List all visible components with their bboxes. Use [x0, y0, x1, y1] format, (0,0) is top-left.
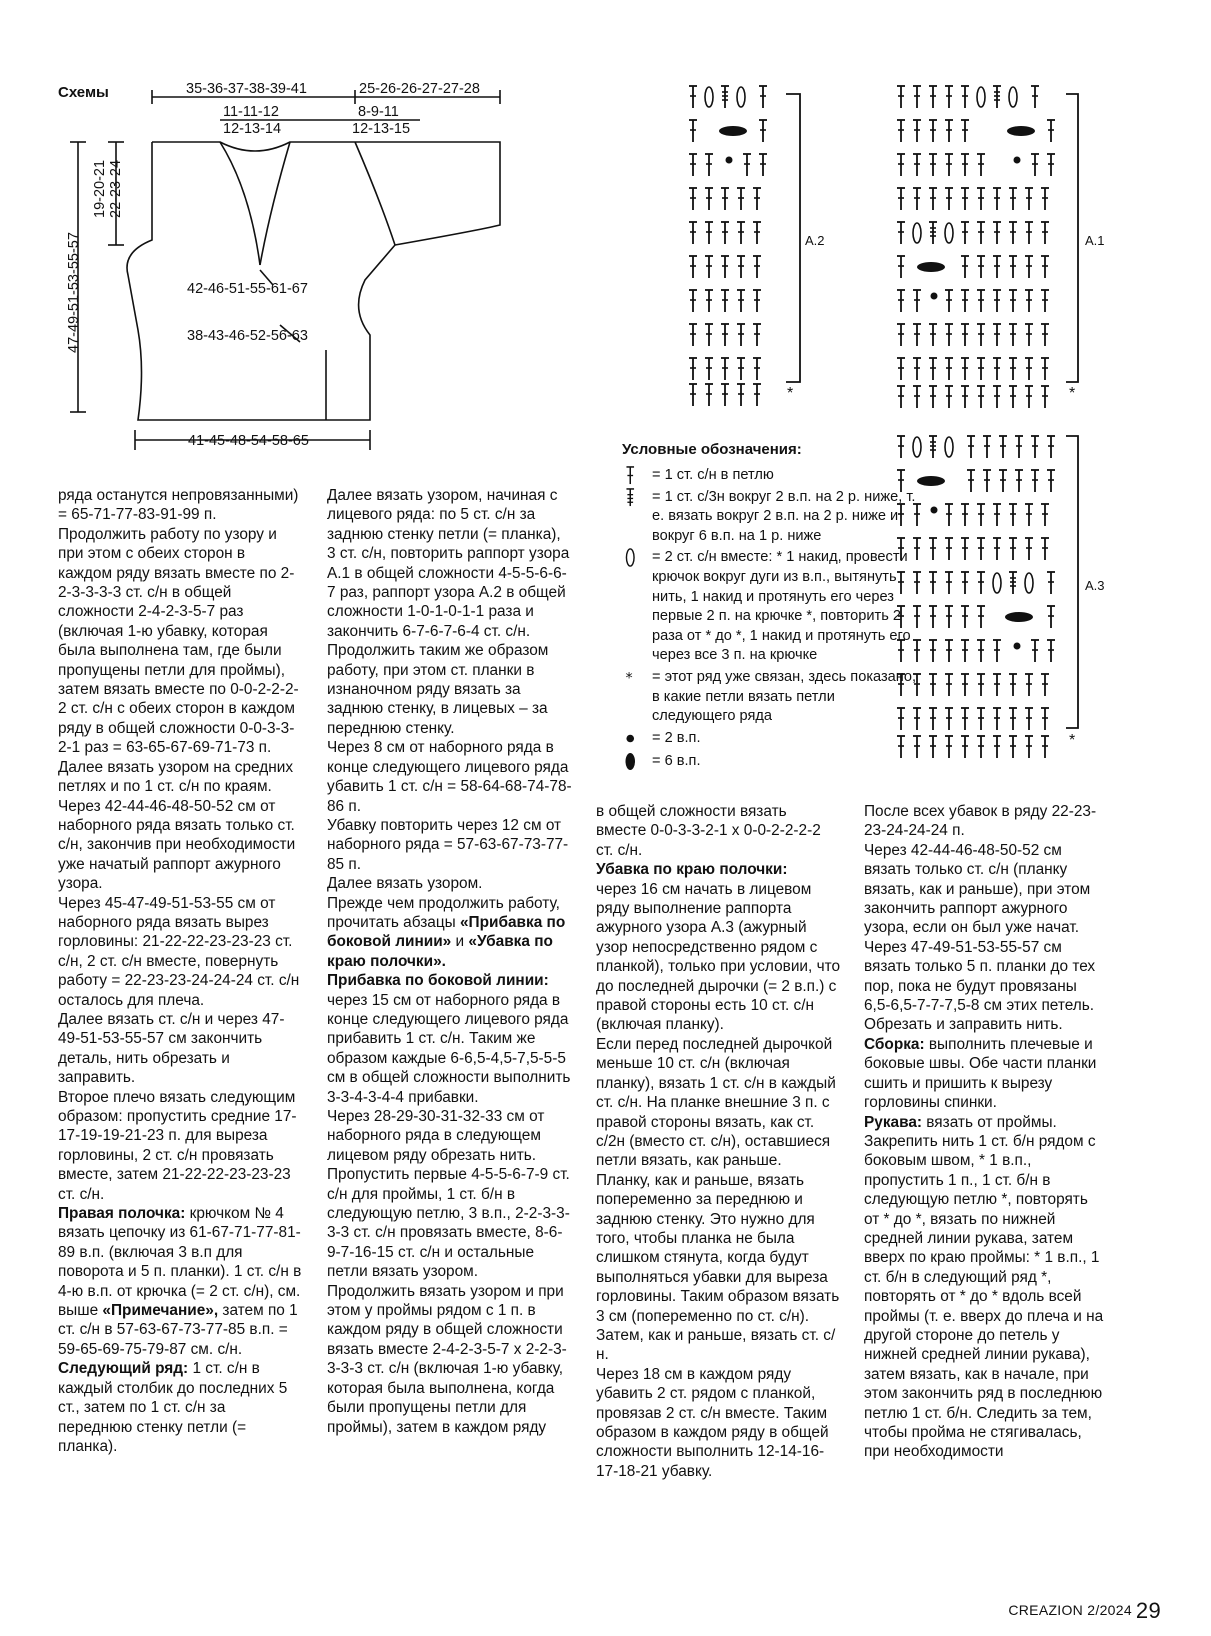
cluster-symbol-icon [622, 548, 648, 567]
measure-sleeve-b: 12-13-15 [352, 121, 411, 137]
chart-a2-label: A.2 [805, 233, 825, 248]
chart-a1-label: A.1 [1085, 233, 1105, 248]
measure-sleeve-a: 8-9-11 [358, 104, 399, 120]
legend-item-dc: = 1 ст. с/н в петлю [622, 466, 922, 486]
legend-title: Условные обозначения: [622, 441, 802, 458]
svg-text:*: * [625, 670, 633, 687]
chart-a3-label: A.3 [1085, 578, 1105, 593]
chart-a3 [896, 434, 1086, 764]
measure-top-right: 25-26-26-27-27-28 [359, 81, 480, 97]
legend-item-cluster: = 2 ст. с/н вместе: * 1 накид, провести крючок вокруг дуги из в.п., вытянуть нить, 1 накид и протянуть его через первые 2 п. на крючке *, повторить 2 раза от * до *, 1 накид и протянуть его через все 3 п. на крючке [622, 548, 922, 666]
dc-symbol-icon [622, 466, 648, 485]
measure-top-left: 35-36-37-38-39-41 [186, 81, 307, 97]
measure-left-inner-a: 19-20-21 [92, 159, 108, 218]
garment-schematic [60, 80, 520, 450]
magazine-issue: CREAZION 2/2024 [1008, 1602, 1132, 1618]
chart-a2 [688, 84, 848, 416]
dot-symbol-icon [622, 729, 648, 748]
measure-mid-1: 42-46-51-55-61-67 [187, 281, 308, 297]
measure-left-outer: 47-49-51-53-55-57 [66, 232, 82, 353]
measure-left-inner-b: 22-23-24 [108, 159, 124, 218]
legend-item-star: * = этот ряд уже связан, здесь показано, в какие петли вязать петли следующего ряда [622, 668, 922, 727]
measure-mid-2: 38-43-46-52-56-63 [187, 328, 308, 344]
text-column-1: ряда останутся непровязанными) = 65-71-77-83-91-99 п. Продолжить работу по узору и при этом с обеих сторон в каждом ряду вязать вместе по 2-2-3-3-3-3 ст. с/н в общей сложности 2-4-2-3-5-7 раз (включая 1-ю убавку, которая была выполнена там, где были пропущены петли для проймы), затем вязать вместе по 0-0-2-2-2-2 ст. с/н с обеих сторон в каждом ряду в общей сложности 0-0-3-3-2-1 раз = 63-65-67-69-71-73 п. Далее вязать узором на средних петлях и по 1 ст. с/н по краям. Через 42-44-46-48-50-52 см от наборного ряда вязать только ст. с/н, закончив при необходимости уже начатый раппорт ажурного узора. Через 45-47-49-51-53-55 см от наборного ряда вязать вырез горловины: 21-22-22-23-23-23 ст. с/н, 2 ст. с/н вместе, повернуть работу = 22-23-23-24-24-24 ст. с/н осталось для плеча. Далее вязать ст. с/н и через 47-49-51-53-55-57 см закончить деталь, нить обрезать и заправить. Второе плечо вязать следующим образом: пропустить средние 17-17-19-19-21-23 п. для выреза горловины, 2 ст. с/н провязать вместе, затем 21-22-22-23-23-23 ст. с/н. Правая полочка: крючком № 4 вязать цепочку из 61-67-71-77-81-89 в.п. (включая 3 в.п для поворота и 5 п. планки). 1 ст. с/н в 4-ю в.п. от крючка (= 2 ст. с/н), см. выше «Примечание», затем по 1 ст. с/н в 57-63-67-73-77-85 в.п. = 59-65-69-75-79-87 см. с/н. Следующий ряд: 1 ст. с/н в каждый столбик до последних 5 ст., затем по 1 ст. с/н за переднюю стенку петли (= планка). [58, 487, 302, 1455]
text-column-4: После всех убавок в ряду 22-23-23-24-24-24 п. Через 42-44-46-48-50-52 см вязать только ст. с/н (планку вязать, как и раньше), при этом закончить раппорт ажурного узора, если он был уже начат. Через 47-49-51-53-55-57 см вязать только 5 п. планки до тех пор, пока не будут провязаны 6,5-6,5-7-7-7,5-8 см этих петель. Обрезать и заправить нить. Сборка: выполнить плечевые и боковые швы. Обе части планки сшить и пришить к вырезу горловины спинки. Рукава: вязать от проймы. Закрепить нить 1 ст. б/н рядом с боковым швом, * 1 в.п., пропустить 1 п., 1 ст. б/н в следующую петлю *, повторять от * до *, вязать по нижней средней линии рукава, затем вверх по краю проймы: * 1 в.п., 1 ст. б/н в следующий ряд *, повторять от * до * вдоль всей проймы (т. е. вверх до плеча и на другой стороне до петель у нижней средней линии рукава), затем вязать, как в начале, при этом закончить ряд в последнюю петлю 1 ст. б/н. Следить за тем, чтобы пройма не стягивалась, при необходимости [864, 803, 1104, 1461]
measure-neck-a: 11-11-12 [223, 104, 279, 120]
oval-symbol-icon [622, 752, 648, 771]
chart-a1-star: * [1069, 385, 1076, 402]
tr-symbol-icon [622, 488, 648, 507]
chart-a2-star: * [787, 385, 794, 402]
chart-a3-star: * [1069, 732, 1076, 749]
measure-neck-b: 12-13-14 [223, 121, 282, 137]
legend-item-ch2: = 2 в.п. [622, 729, 922, 749]
measure-bottom: 41-45-48-54-58-65 [188, 433, 309, 449]
legend-item-ch6: = 6 в.п. [622, 752, 922, 772]
text-column-2: Далее вязать узором, начиная с лицевого ряда: по 5 ст. с/н за заднюю стенку петли (= планка), 3 ст. с/н, повторить раппорт узора A.1 в общей сложности 4-5-5-6-6-7 раз, раппорт узора A.2 в общей сложности 1-0-1-0-1-1 раза и закончить 6-7-6-7-6-4 ст. с/н. Продолжить таким же образом работу, при этом ст. планки в изнаночном ряду вязать за заднюю стенку, в лицевых – за переднюю стенку. Через 8 см от наборного ряда в конце следующего лицевого ряда убавить 1 ст. с/н = 58-64-68-74-78-86 п. Убавку повторить через 12 см от наборного ряда = 57-63-67-73-77-85 п. Далее вязать узором. Прежде чем продолжить работу, прочитать абзацы «Прибавка по боковой линии» и «Убавка по краю полочки». Прибавка по боковой линии: через 15 см от наборного ряда в конце следующего лицевого ряда прибавить 1 ст. с/н. Таким же образом каждые 6-6,5-4,5-7,5-5-5 см в общей сложности выполнить 3-3-4-3-4-4 прибавки. Через 28-29-30-31-32-33 см от наборного ряда в следующем лицевом ряду обрезать нить. Пропустить первые 4-5-5-6-7-9 ст. с/н для проймы, 1 ст. б/н в следующую петлю, 3 в.п., 2-2-3-3-3-3 ст. с/н провязать вместе, 8-6-9-7-16-15 ст. с/н и остальные петли вязать узором. Продолжить вязать узором и при этом у проймы рядом с 1 п. в каждом ряду в общей сложности вязать вместе 2-4-2-3-5-7 х 2-2-3-3-3-3 ст. с/н (включая 1-ю убавку, которая была выполнена, когда были пропущены петли для проймы), затем в каждом ряду [327, 487, 572, 1436]
legend-item-tr: = 1 ст. с/3н вокруг 2 в.п. на 2 р. ниже, т. е. вязать вокруг 2 в.п. на 2 р. ниже и вокруг 6 в.п. на 1 р. ниже [622, 488, 922, 547]
schema-title: Схемы [58, 84, 109, 101]
text-column-3: в общей сложности вязать вместе 0-0-3-3-2-1 х 0-0-2-2-2-2 ст. с/н. Убавка по краю полочки: через 16 см начать в лицевом ряду выполнение раппорта ажурного узора A.3 (ажурный узор непосредственно рядом с планкой), только при условии, что до последней дырочки (= 2 в.п.) с правой стороны есть 10 ст. с/н (включая планку). Если перед последней дырочкой меньше 10 ст. с/н (включая планку), вязать 1 ст. с/н в каждый ст. с/н. На планке внешние 3 п. с правой стороны вязать, как ст. с/2н (вместо ст. с/н), оставшиеся петли вязать, как раньше. Планку, как и раньше, вязать попеременно за переднюю и заднюю стенку. Это нужно для того, чтобы планка не была слишком стянута, когда будут выполняться убавки для выреза горловины. Таким образом вязать 3 см (попеременно по ст. с/н). Затем, как и раньше, вязать ст. с/н. Через 18 см в каждом ряду убавить 2 ст. рядом с планкой, провязав 2 ст. с/н вместе. Таким образом в каждом ряду в общей сложности выполнить 12-14-16-17-18-21 убавку. [596, 803, 841, 1480]
chart-a1 [896, 84, 1086, 416]
page-footer [1008, 1598, 1161, 1624]
page-number: 29 [1135, 1598, 1161, 1623]
star-symbol-icon [622, 668, 648, 687]
legend [622, 466, 922, 772]
